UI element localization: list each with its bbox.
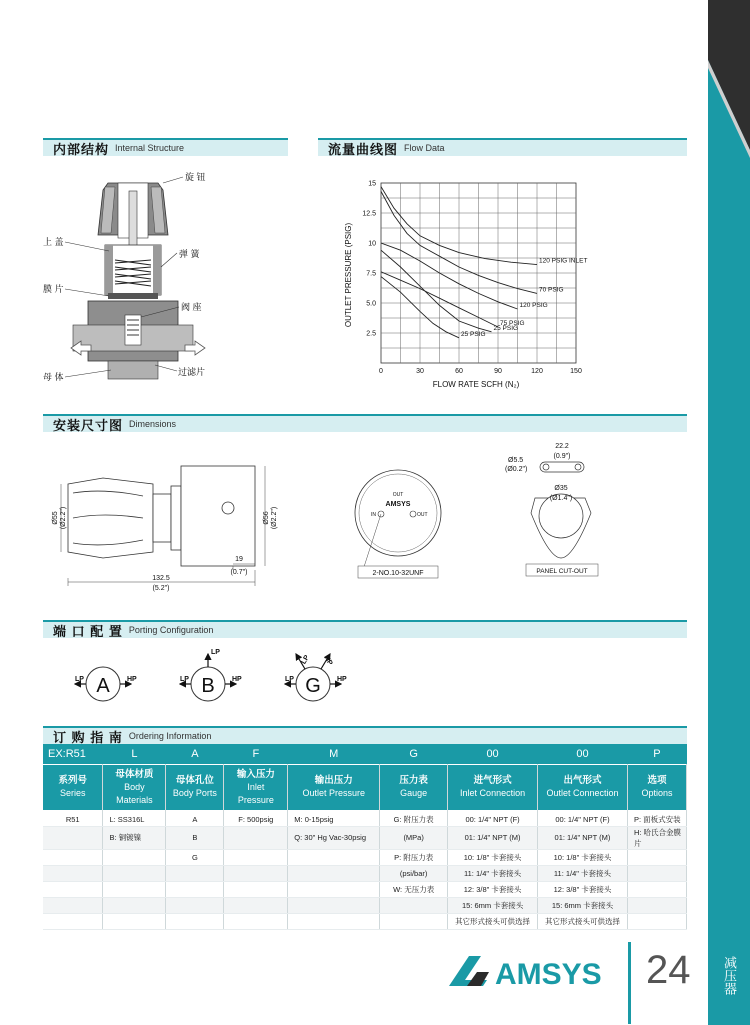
- header-cn: 输出压力: [314, 775, 353, 787]
- port-g-hp: HP: [337, 676, 347, 683]
- table-cell: 其它形式接头可供选择: [538, 913, 628, 929]
- table-cell: H: 哈氏合金膜片: [627, 826, 686, 849]
- panel-spacing-inch: (0.9"): [553, 453, 571, 460]
- y-tick-label: 5.0: [366, 300, 376, 308]
- table-row: [43, 810, 687, 826]
- table-cell: [43, 913, 103, 929]
- table-cell: F: 500psig: [224, 810, 288, 826]
- front-out-label: OUT: [392, 492, 404, 498]
- table-cell: 12: 3/8" 卡套接头: [448, 881, 538, 897]
- table-cell: A: [166, 810, 224, 826]
- dim-d56: Ø56: [263, 511, 270, 525]
- table-row: [43, 849, 687, 865]
- table-cell: 00: 1/4" NPT (F): [448, 810, 538, 826]
- panel-hole-inch: (Ø0.2"): [505, 466, 528, 473]
- table-cell: P: 面板式安装: [627, 810, 686, 826]
- header-cn: 输入压力: [236, 768, 275, 780]
- port-b-lp: LP: [180, 676, 189, 683]
- table-cell: [103, 881, 166, 897]
- section-internal-structure: [43, 138, 288, 156]
- table-cell: 01: 1/4" NPT (M): [448, 826, 538, 849]
- table-cell: 11: 1/4" 卡套接头: [448, 865, 538, 881]
- table-cell: 10: 1/8" 卡套接头: [538, 849, 628, 865]
- series-label: 75 PSIG: [500, 320, 525, 327]
- table-cell: [166, 897, 224, 913]
- section-title-en: Ordering Information: [128, 731, 212, 741]
- section-title-en: Internal Structure: [115, 143, 185, 153]
- table-cell: [224, 865, 288, 881]
- table-cell: 10: 1/8" 卡套接头: [448, 849, 538, 865]
- panel-cut-inch: (Ø1.4"): [549, 495, 573, 502]
- dimensions-diagram: [43, 438, 687, 608]
- table-cell: [627, 897, 686, 913]
- panel-hole: Ø5.5: [508, 457, 524, 464]
- table-cell: R51: [43, 810, 103, 826]
- table-cell: [288, 913, 380, 929]
- section-ordering: [43, 726, 687, 744]
- ex-outlet: M: [288, 744, 380, 764]
- dim-length-inch: (5.2"): [152, 585, 170, 592]
- page-number: 24: [646, 948, 691, 992]
- section-title-en: Porting Configuration: [128, 625, 214, 635]
- header-cn: 母体孔位: [175, 775, 214, 787]
- header-cell: [538, 764, 628, 810]
- table-cell: [288, 897, 380, 913]
- port-g-lp: LP: [285, 676, 294, 683]
- dim-d55-inch: (Ø2.2"): [60, 506, 67, 530]
- ex-series: EX:R51: [43, 744, 103, 764]
- table-cell: [166, 865, 224, 881]
- table-cell: B: 铜镀镍: [103, 826, 166, 849]
- y-tick-label: 12.5: [362, 210, 376, 218]
- port-b: B: [201, 675, 215, 697]
- header-en: Inlet Pressure: [237, 781, 274, 805]
- ex-options: P: [627, 744, 686, 764]
- logo-text: AMSYS: [495, 958, 602, 990]
- table-cell: 15: 6mm 卡套接头: [448, 897, 538, 913]
- front-brand: AMSYS: [385, 501, 411, 508]
- header-cn: 出气形式: [563, 775, 602, 787]
- header-cn: 选项: [647, 775, 667, 787]
- header-cn: 系列号: [58, 775, 87, 787]
- table-cell: [380, 913, 448, 929]
- table-cell: 00: 1/4" NPT (F): [538, 810, 628, 826]
- table-cell: (MPa): [380, 826, 448, 849]
- section-title-cn: 流量曲线图: [328, 141, 399, 157]
- table-cell: [627, 881, 686, 897]
- table-cell: [103, 897, 166, 913]
- header-en: Body Ports: [172, 788, 217, 799]
- port-g-lp-top: LP: [300, 654, 311, 666]
- label-cover: 上 盖: [43, 237, 64, 247]
- table-cell: L: SS316L: [103, 810, 166, 826]
- table-cell: [166, 913, 224, 929]
- table-row: [43, 865, 687, 881]
- table-cell: [43, 897, 103, 913]
- table-row: [43, 881, 687, 897]
- table-cell: 其它形式接头可供选择: [448, 913, 538, 929]
- x-tick-label: 120: [531, 368, 543, 375]
- table-cell: [627, 865, 686, 881]
- table-cell: [288, 881, 380, 897]
- dim-length: 132.5: [152, 575, 170, 582]
- ex-inlet: F: [224, 744, 288, 764]
- dim-width: 19: [235, 556, 243, 563]
- header-cell: [288, 764, 380, 810]
- header-cn: 进气形式: [473, 775, 512, 787]
- header-en: Options: [641, 788, 673, 799]
- table-cell: W: 无压力表: [380, 881, 448, 897]
- x-tick-label: 90: [494, 368, 502, 375]
- dim-d56-inch: (Ø2.2"): [271, 506, 278, 530]
- table-cell: [43, 865, 103, 881]
- table-cell: (psi/bar): [380, 865, 448, 881]
- table-cell: 15: 6mm 卡套接头: [538, 897, 628, 913]
- table-cell: [43, 881, 103, 897]
- table-cell: [288, 865, 380, 881]
- table-cell: 12: 3/8" 卡套接头: [538, 881, 628, 897]
- table-cell: P: 附压力表: [380, 849, 448, 865]
- port-g: G: [305, 675, 321, 697]
- table-cell: Q: 30" Hg Vac-30psig: [288, 826, 380, 849]
- y-tick-label: 10: [368, 240, 376, 248]
- panel-cut: Ø35: [554, 485, 568, 492]
- table-cell: [224, 826, 288, 849]
- table-cell: [224, 849, 288, 865]
- table-cell: 11: 1/4" 卡套接头: [538, 865, 628, 881]
- header-cell: [43, 764, 103, 810]
- table-cell: B: [166, 826, 224, 849]
- y-tick-label: 7.5: [366, 270, 376, 278]
- table-row: [43, 897, 687, 913]
- label-body: 母 体: [43, 372, 64, 382]
- section-title-cn: 内部结构: [53, 141, 110, 157]
- table-cell: [288, 849, 380, 865]
- y-tick-label: 15: [368, 180, 376, 188]
- porting-diagram: [43, 642, 443, 707]
- table-cell: [166, 881, 224, 897]
- panel-spacing: 22.2: [555, 443, 569, 450]
- table-cell: [103, 865, 166, 881]
- panel-cutout-label: PANEL CUT-OUT: [536, 568, 588, 575]
- header-row: [43, 764, 687, 810]
- table-cell: 01: 1/4" NPT (M): [538, 826, 628, 849]
- header-cell: [166, 764, 224, 810]
- table-cell: M: 0-15psig: [288, 810, 380, 826]
- table-cell: [103, 849, 166, 865]
- table-row: [43, 913, 687, 929]
- table-cell: G: 附压力表: [380, 810, 448, 826]
- ex-inlet-conn: 00: [448, 744, 538, 764]
- amsys-logo: [447, 950, 622, 990]
- section-porting: [43, 620, 687, 638]
- thread-spec: 2-NO.10-32UNF: [372, 570, 424, 577]
- page-divider: [628, 942, 631, 1024]
- header-cn: 母体材质: [115, 768, 154, 780]
- series-label: 25 PSIG: [461, 330, 486, 338]
- header-cell: [627, 764, 686, 810]
- table-cell: [224, 881, 288, 897]
- series-label: 70 PSIG: [539, 286, 564, 294]
- port-a: A: [96, 675, 110, 697]
- table-cell: [627, 913, 686, 929]
- chart-x-label: FLOW RATE SCFH (N₂): [432, 380, 520, 389]
- series-label: 25 PSIG: [493, 324, 519, 332]
- table-cell: [43, 849, 103, 865]
- series-label: 120 PSIG: [519, 302, 548, 309]
- table-cell: [103, 913, 166, 929]
- label-filter: 过滤片: [178, 367, 206, 377]
- header-cn: 压力表: [399, 775, 428, 787]
- header-cell: [224, 764, 288, 810]
- dim-d55: Ø55: [52, 511, 59, 525]
- series-label: 120 PSIG INLET: [539, 257, 588, 265]
- header-cell: [448, 764, 538, 810]
- front-out-port: OUT: [417, 512, 428, 518]
- ordering-table: [43, 744, 687, 930]
- chart-y-label: OUTLET PRESSURE (PSIG): [344, 222, 353, 328]
- table-cell: [380, 897, 448, 913]
- table-cell: [224, 913, 288, 929]
- section-dimensions: [43, 414, 687, 432]
- label-diaphragm: 膜 片: [43, 284, 64, 294]
- section-flow-data: [318, 138, 687, 156]
- port-a-lp: LP: [75, 676, 84, 683]
- table-cell: [43, 826, 103, 849]
- ex-ports: A: [166, 744, 224, 764]
- port-b-hp: HP: [232, 676, 242, 683]
- section-title-cn: 端 口 配 置: [53, 623, 123, 639]
- internal-structure-diagram: [43, 165, 288, 395]
- label-spring: 弹 簧: [179, 249, 200, 259]
- section-title-en: Dimensions: [129, 419, 177, 429]
- category-label: 减压器: [722, 955, 737, 995]
- ex-outlet-conn: 00: [538, 744, 628, 764]
- port-a-hp: HP: [127, 676, 137, 683]
- section-title-cn: 订 购 指 南: [53, 729, 123, 745]
- x-tick-label: 30: [416, 368, 424, 375]
- flow-chart: [318, 165, 687, 395]
- example-code-row: [43, 744, 687, 764]
- x-tick-label: 0: [379, 368, 383, 375]
- label-seat: 阀 座: [181, 302, 202, 312]
- header-cell: [380, 764, 448, 810]
- header-cell: [103, 764, 166, 810]
- table-row: [43, 826, 687, 849]
- header-en: Body Materials: [116, 781, 153, 805]
- table-cell: [224, 897, 288, 913]
- port-g-hp-top: HP: [322, 654, 334, 667]
- table-cell: [627, 849, 686, 865]
- front-in-label: IN: [371, 512, 376, 518]
- header-en: Inlet Connection: [460, 788, 526, 799]
- port-b-lp-top: LP: [211, 649, 220, 656]
- ex-material: L: [103, 744, 166, 764]
- header-en: Series: [59, 788, 86, 799]
- label-knob: 旋 钮: [185, 172, 206, 182]
- header-en: Outlet Pressure: [302, 788, 365, 799]
- section-title-cn: 安装尺寸图: [53, 417, 124, 433]
- x-tick-label: 150: [570, 368, 582, 375]
- ex-gauge: G: [380, 744, 448, 764]
- dim-width-inch: (0.7"): [230, 569, 248, 576]
- x-tick-label: 60: [455, 368, 463, 375]
- section-title-en: Flow Data: [404, 143, 445, 153]
- y-tick-label: 2.5: [366, 330, 376, 338]
- table-cell: G: [166, 849, 224, 865]
- side-corner-decoration: [708, 0, 750, 200]
- header-en: Gauge: [400, 788, 428, 799]
- header-en: Outlet Connection: [546, 788, 619, 799]
